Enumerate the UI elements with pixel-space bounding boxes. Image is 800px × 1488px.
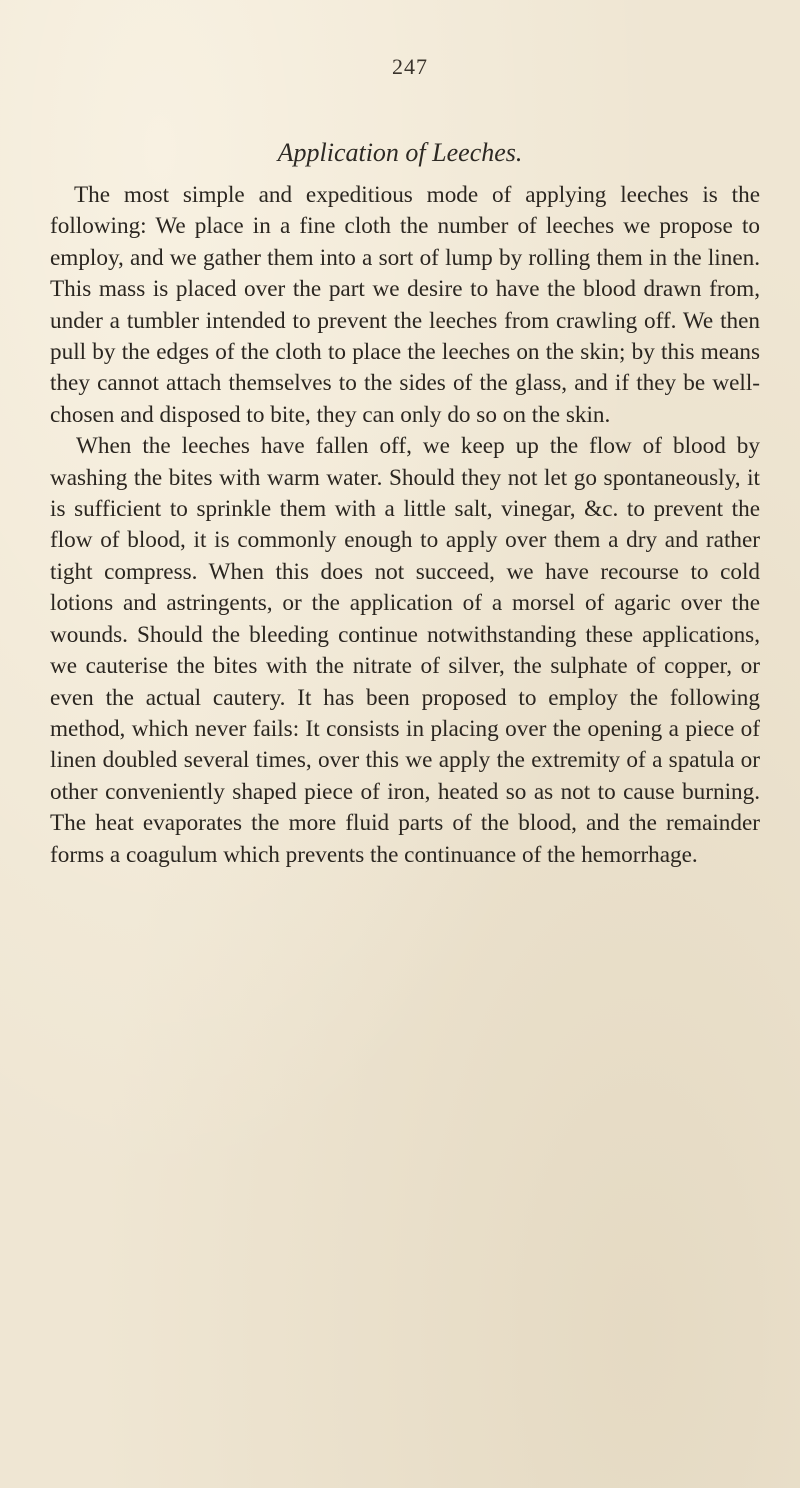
section-title: Application of Leeches. xyxy=(277,138,523,167)
body-text xyxy=(50,180,760,871)
paragraph-1: The most simple and expeditious mode of applying leeches is the following: We place in a fine cloth the number of leeches we propose to employ, and we gather them into a sort of lump by rolling them in the linen. This mass is placed over the part we desire to have the blood drawn from, under a tumbler intended to prevent the leeches from crawling off. We then pull by the edges of the cloth to place the leeches on the skin; by this means they cannot attach themselves to the sides of the glass, and if they be well-chosen and disposed to bite, they can only do so on the skin. xyxy=(50,182,760,428)
page-number: 247 xyxy=(392,54,428,79)
paragraph-2: When the leeches have fallen off, we keep up the flow of blood by washing the bites with warm water. Should they not let go spontaneously, it is sufficient to sprinkle them with a little salt, vinegar, &c. to prevent the flow of blood, it is commonly enough to apply over them a dry and rather tight compress. When this does not succeed, we have recourse to cold lotions and astringents, or the application of a morsel of agaric over the wounds. Should the bleeding continue notwithstanding these applications, we cauterise the bites with the nitrate of silver, the sulphate of copper, or even the actual cautery. It has been proposed to employ the following method, which never fails: It consists in placing over the opening a piece of linen doubled several times, over this we apply the extremity of a spatula or other conveniently shaped piece of iron, heated so as not to cause burning. The heat evaporates the more fluid parts of the blood, and the remainder forms a coagulum which prevents the continuance of the hemorrhage. xyxy=(50,433,760,868)
